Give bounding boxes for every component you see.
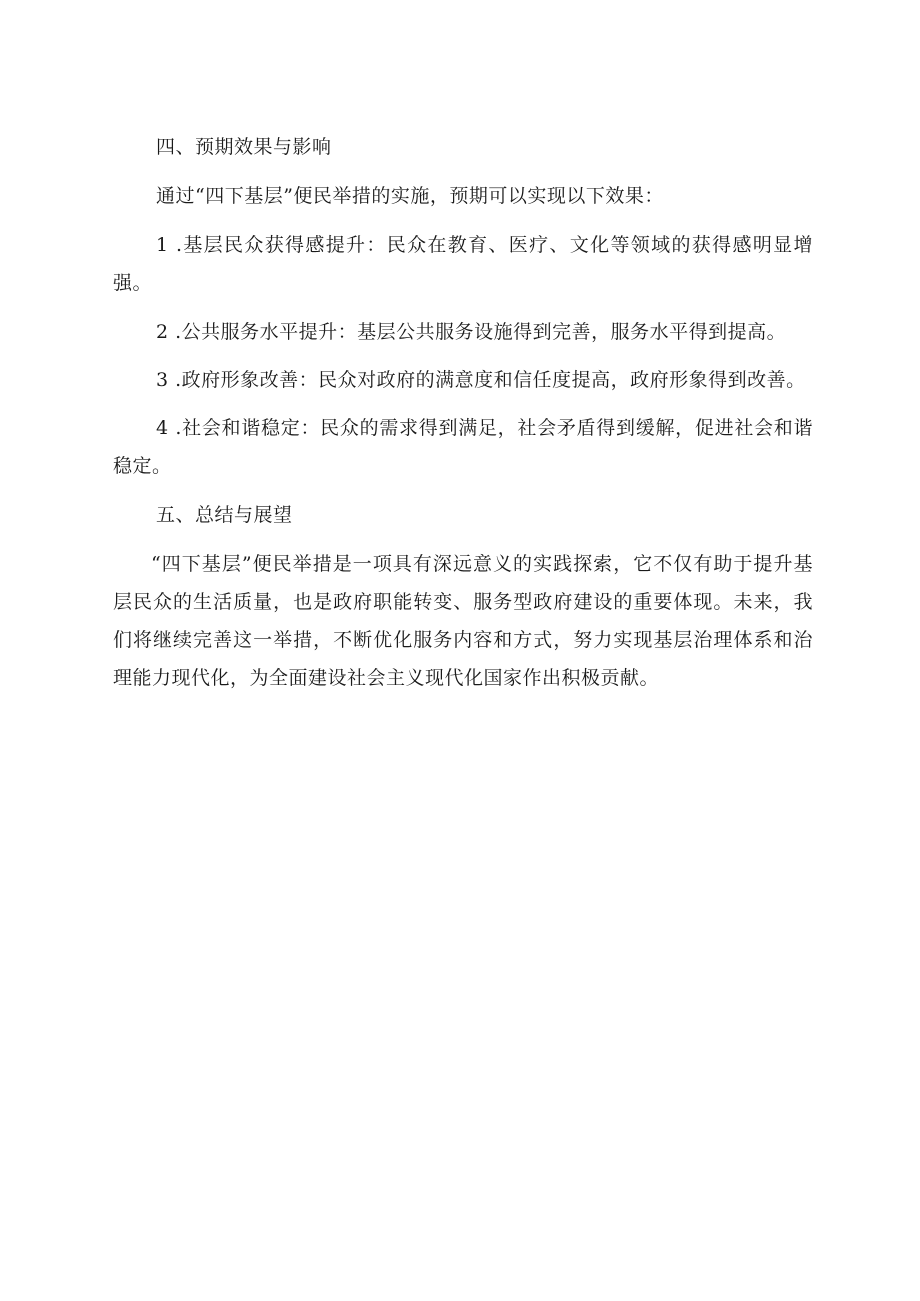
list-item-2: 2 .公共服务水平提升：基层公共服务设施得到完善，服务水平得到提高。 xyxy=(156,321,787,343)
section-heading-summary-outlook: 五、总结与展望 xyxy=(156,504,293,526)
section-intro-paragraph: 通过“四下基层”便民举措的实施，预期可以实现以下效果： xyxy=(156,185,664,207)
section-heading-expected-effects: 四、预期效果与影响 xyxy=(156,136,332,158)
list-item-1: 1 .基层民众获得感提升：民众在教育、医疗、文化等领域的获得感明显增强。 xyxy=(113,234,813,294)
document-body xyxy=(113,128,813,697)
list-item-3: 3 .政府形象改善：民众对政府的满意度和信任度提高，政府形象得到改善。 xyxy=(156,369,806,391)
summary-paragraph: “四下基层”便民举措是一项具有深远意义的实践探索，它不仅有助于提升基层民众的生活质量，也是政府职能转变、服务型政府建设的重要体现。未来，我们将继续完善这一举措，不断优化服务内容和方式，努力实现基层治理体系和治理能力现代化，为全面建设社会主义现代化国家作出积极贡献。 xyxy=(113,553,813,689)
list-item-4: 4 .社会和谐稳定：民众的需求得到满足，社会矛盾得到缓解，促进社会和谐稳定。 xyxy=(113,417,813,477)
